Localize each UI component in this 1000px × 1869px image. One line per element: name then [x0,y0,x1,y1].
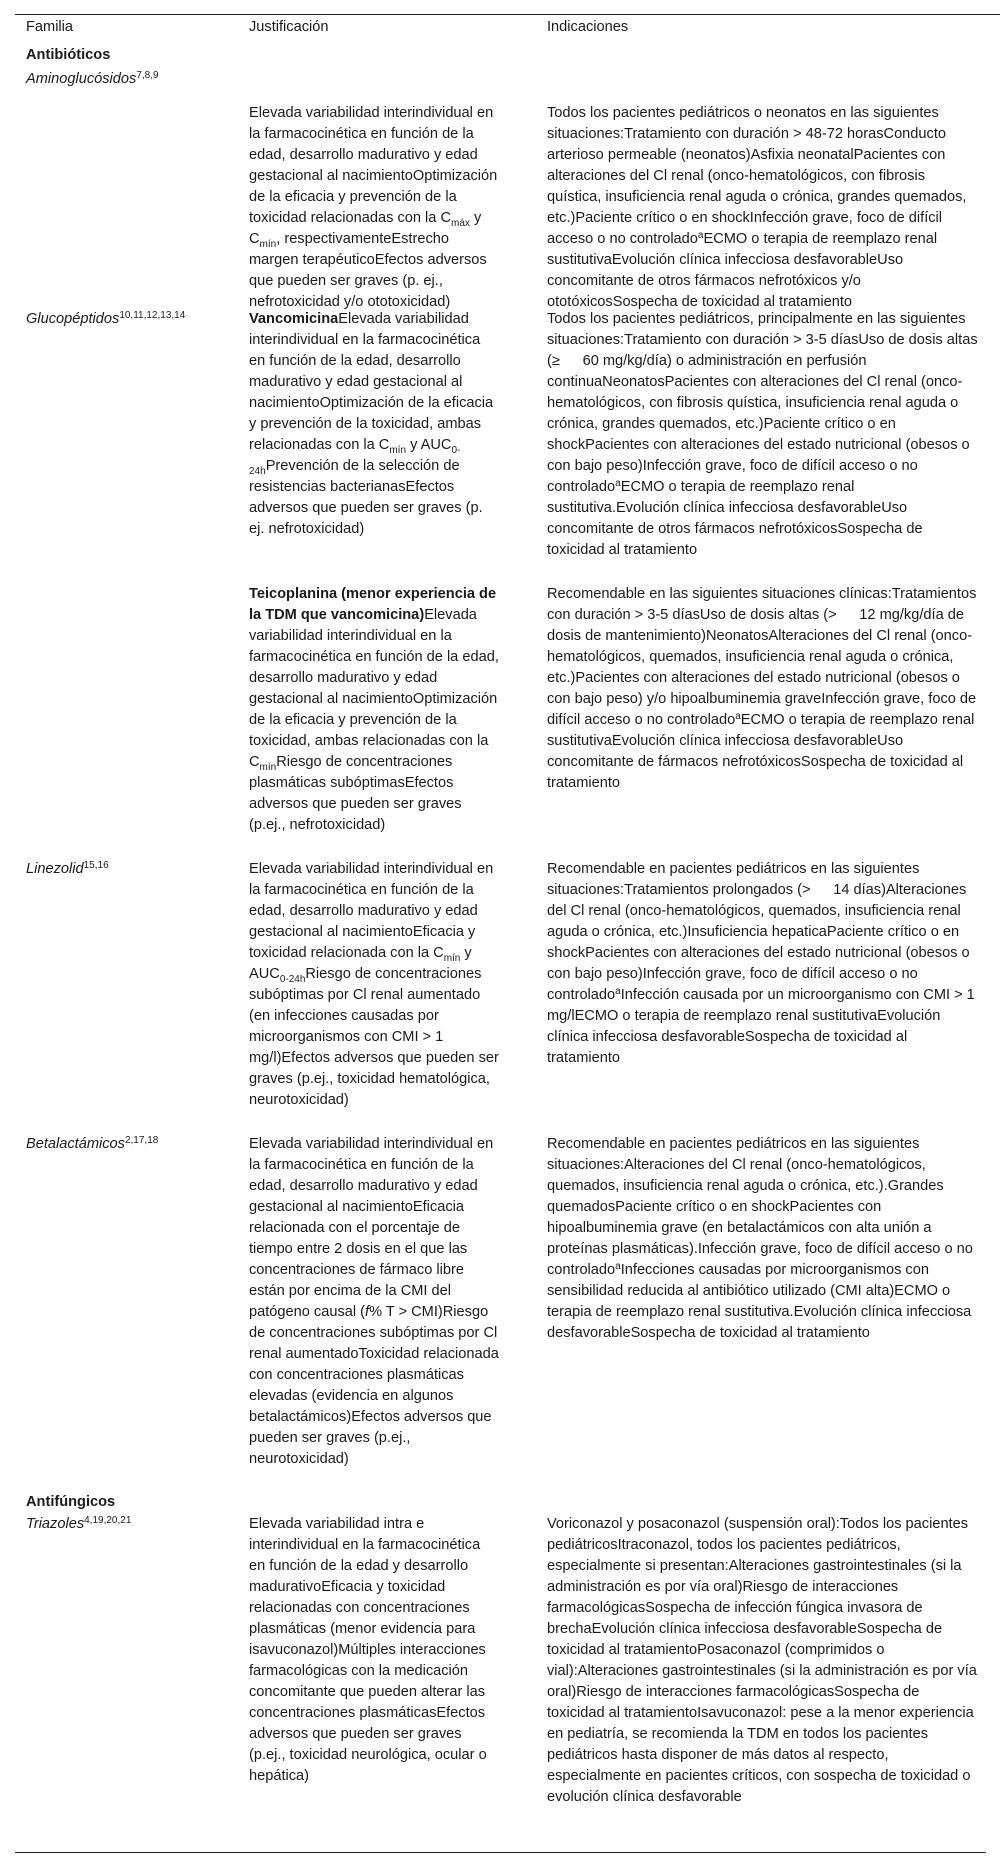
indications-vancomicina [547,309,979,561]
indications-text: Infecciones causadas por microorganismos con sensibilidad reducida al antibiótico utilizado (CMI alta)ECMO o terapia de reemplazo renal sustitutiva.Evolución clínica infecciosa desfavorableSospecha de toxicidad al tratamiento [547,1262,972,1341]
justification-text: Elevada variabilidad intra e interindividual en la farmacocinética en función de la edad y desarrollo madurativoEficacia y toxicidad relacionadas con concentraciones plasmáticas (menor evidencia para isavuconazol)Múltiples interacciones farmacológicas con la medicación concomitante que pueden alterar las concentraciones plasmáticasEfectos adversos que pueden ser graves (p.ej., toxicidad neurológica, ocular o hepática) [249,1516,487,1784]
indications-text: Todos los pacientes pediátricos o neonatos en las siguientes situaciones:Tratamiento con duración > 48-72 horasConducto arterioso permeable (neonatos)Asfixia neonatalPacientes con alteraciones del Cl renal (onco-hematológicos, con fibrosis quística, insuficiencia renal aguda o crónica, grandes quemados, etc.)Paciente crítico o en shockInfección grave, foco de difícil acceso o no controlado [547,105,967,247]
footnote-marker: a [615,1261,621,1272]
indications-text: Recomendable en pacientes pediátricos en las siguientes situaciones:Alteraciones del Cl renal (onco-hematológicos, quemados, insuficiencia renal aguda o crónica, etc.).Grandes quemadosPaciente crítico o en shockPacientes con hipoalbuminemia grave (en betalactámicos con alta unión a proteínas plasmáticas).Infección grave, foco de difícil acceso o no controlado [547,1136,973,1278]
justification-text: Prevención de la selección de resistencias bacterianasEfectos adversos que pueden ser graves (p. ej. nefrotoxicidad) [249,458,483,537]
family-label: Glucopéptidos [26,311,120,327]
reference-superscript: 10,11,12,13,14 [119,310,186,321]
indications-text: Todos los pacientes pediátricos, principalmente en las siguientes situaciones:Tratamiento con duración > 3-5 díasUso de dosis altas (≥ 60 mg/kg/día) o administración en perfusión continuaNeonatosPacientes con alteraciones del Cl renal (onco-hematológicos, con fibrosis quística, insuficiencia renal aguda o crónica, grandes quemados, etc.)Paciente crítico o en shockPacientes con alteraciones del estado nutricional (obesos o con bajo peso)Infección grave, foco de difícil acceso o no controlado [547,311,978,495]
justification-text: Riesgo de concentraciones plasmáticas subóptimasEfectos adversos que pueden ser graves (p.ej., nefrotoxicidad) [249,754,462,833]
family-label: Triazoles [26,1516,85,1532]
justification-text: y C [249,210,482,247]
indications-text: Voriconazol y posaconazol (suspensión oral):Todos los pacientes pediátricosItraconazol, todos los pacientes pediátricos, especialmente si presentan:Alteraciones gastrointestinales (si la administración es por vía oral)Riesgo de interacciones farmacológicasSospecha de infección fúngica invasora de brechaEvolución clínica infecciosa desfavorableSospecha de toxicidad al tratamientoPosaconazol (comprimidos o vial):Alteraciones gastrointestinales (si la administración es por vía oral)Riesgo de interacciones farmacológicasSospecha de toxicidad al tratamientoIsavuconazol: pese a la menor experiencia en pediatría, se recomienda la TDM en todos los pacientes pediátricos hasta disponer de más datos al respecto, especialmente en pacientes críticos, con sospecha de toxicidad o evolución clínica desfavorable [547,1516,977,1805]
indications-text: Recomendable en las siguientes situaciones clínicas:Tratamientos con duración > 3-5 díasUso de dosis altas (> 12 mg/kg/día de dosis de mantenimiento)NeonatosAlteraciones del Cl renal (onco-hematológicos, quemados, insuficiencia renal aguda o crónica, etc.)Pacientes con alteraciones del estado nutricional (obesos o con bajo peso) y/o hipoalbuminemia graveInfección grave, foco de difícil acceso o no controlado [547,586,977,728]
indications-triazoles [547,1514,979,1808]
drug-name-close-paren: ) [419,607,425,623]
column-header-justificacion: Justificación [249,19,329,35]
indications-text: Infección causada por un microorganismo con CMI > 1 mg/lECMO o terapia de reemplazo renal sustitutivaEvolución clínica infecciosa desfavorableSospecha de toxicidad al tratamiento [547,987,975,1066]
group-heading-antifungicos: Antifúngicos [26,1494,116,1510]
footnote-marker: a [615,986,621,997]
column-header-indicaciones: Indicaciones [547,19,629,35]
justification-teicoplanina [249,584,499,836]
justification-text: Elevada variabilidad interindividual en la farmacocinética en función de la edad, desarrollo madurativo y edad gestacional al nacimientoOptimización de la eficacia y prevención de la toxicidad relacionadas con la C [249,105,498,226]
table-bottom-rule [15,1852,986,1853]
justification-text: Elevada variabilidad interindividual en la farmacocinética en función de la edad, desarrollo madurativo y edad gestacional al nacimientoEficacia y toxicidad relacionada con la C [249,861,494,961]
indications-aminoglucosidos [547,103,979,313]
justification-text: Elevada variabilidad interindividual en la farmacocinética en función de la edad, desarrollo madurativo y edad gestacional al nacimientoEficacia relacionada con el porcentaje de tiempo entre 2 dosis en el que las concentraciones de fármaco libre están por encima de la CMI del patógeno causal ( [249,1136,494,1320]
justification-text: , respectivamenteEstrecho margen terapéuticoEfectos adversos que pueden ser graves (p. ej., nefrotoxicidad y/o ototoxicidad) [249,231,487,310]
reference-superscript: 2,17,18 [124,1135,159,1146]
indications-linezolid [547,859,979,1069]
reference-superscript: 15,16 [83,860,109,871]
subscript-auc: 0-24h [249,445,461,477]
subscript-cmin: mín [259,239,277,250]
subscript-cmax: máx [451,218,470,229]
subscript-auc: 0-24h [279,974,306,985]
footnote-marker: a [697,230,704,241]
footnote-marker: a [615,478,621,489]
reference-superscript: 4,19,20,21 [84,1515,132,1526]
justification-text: Elevada variabilidad interindividual en la farmacocinética en función de la edad, desarrollo madurativo y edad gestacional al nacimientoOptimización de la eficacia y prevención de la toxicidad, ambas relacionadas con la C [249,607,499,770]
family-label: Aminoglucósidos [26,71,137,87]
family-name-triazoles [26,1514,241,1535]
indications-betalactamicos [547,1134,979,1344]
italic-f: f [365,1304,370,1320]
justification-text: Elevada variabilidad interindividual en la farmacocinética en función de la edad, desarrollo madurativo y edad gestacional al nacimientoOptimización de la eficacia y prevención de la toxicidad, ambas relacionadas con la C [249,311,494,453]
justification-text: y AUC [406,437,452,453]
reference-superscript: 7,8,9 [136,70,159,81]
justification-vancomicina [249,309,499,540]
justification-linezolid [249,859,499,1111]
footnote-marker: a [735,711,741,722]
drug-name-teicoplanina: Teicoplanina (menor experiencia de la TDM que vancomicina [249,586,497,623]
indications-text: Recomendable en pacientes pediátricos en las siguientes situaciones:Tratamientos prolongados (> 14 días)Alteraciones del Cl renal (onco-hematológicos, quemados, insuficiencia renal aguda o crónica, etc.)Insuficiencia hepaticaPaciente crítico o en shockPacientes con alteraciones del estado nutricional (obesos o con bajo peso)Infección grave, foco de difícil acceso o no controlado [547,861,970,1003]
justification-betalactamicos [249,1134,499,1470]
drug-name-vancomicina: Vancomicina [249,311,339,327]
justification-text: % T > CMI)Riesgo de concentraciones subóptimas por Cl renal aumentadoToxicidad relacionada con concentraciones plasmáticas elevadas (evidencia en algunos betalactámicos)Efectos adversos que pueden ser graves (p.ej., neurotoxicidad) [249,1304,499,1467]
justification-text: y AUC [249,945,472,982]
table-top-rule [15,14,1000,15]
family-label: Linezolid [26,861,84,877]
subscript-cmin: mín [443,953,461,964]
group-heading-antibioticos: Antibióticos [26,47,111,63]
family-name-betalactamicos [26,1134,241,1155]
justification-aminoglucosidos [249,103,499,313]
family-name-aminoglucosidos [26,69,241,90]
subscript-cmin: mín [389,445,407,456]
justification-text: Riesgo de concentraciones subóptimas por Cl renal aumentado (en infecciones causadas por microorganismos con CMI > 1 mg/l)Efectos adversos que pueden ser graves (p.ej., toxicidad hematológica, neurotoxicidad) [249,966,499,1108]
indications-text: ECMO o terapia de reemplazo renal sustitutiva.Evolución clínica infecciosa desfavorableUso concomitante de otros fármacos nefrotóxicosSospecha de toxicidad al tratamiento [547,479,923,558]
column-header-familia: Familia [26,19,74,35]
indications-text: ECMO o terapia de reemplazo renal sustitutivaEvolución clínica infecciosa desfavorableUso concomitante de fármacos nefrotóxicosSospecha de toxicidad al tratamiento [547,712,975,791]
subscript-cmin: mín [259,762,277,773]
justification-triazoles [249,1514,499,1787]
indications-text: ECMO o terapia de reemplazo renal sustitutivaEvolución clínica infecciosa desfavorableUso concomitante de otros fármacos nefrotóxicos y/o ototóxicosSospecha de toxicidad al tratamiento [547,231,938,310]
family-name-linezolid [26,859,241,880]
family-label: Betalactámicos [26,1136,125,1152]
indications-teicoplanina [547,584,979,794]
family-name-glucopeptidos [26,309,241,330]
